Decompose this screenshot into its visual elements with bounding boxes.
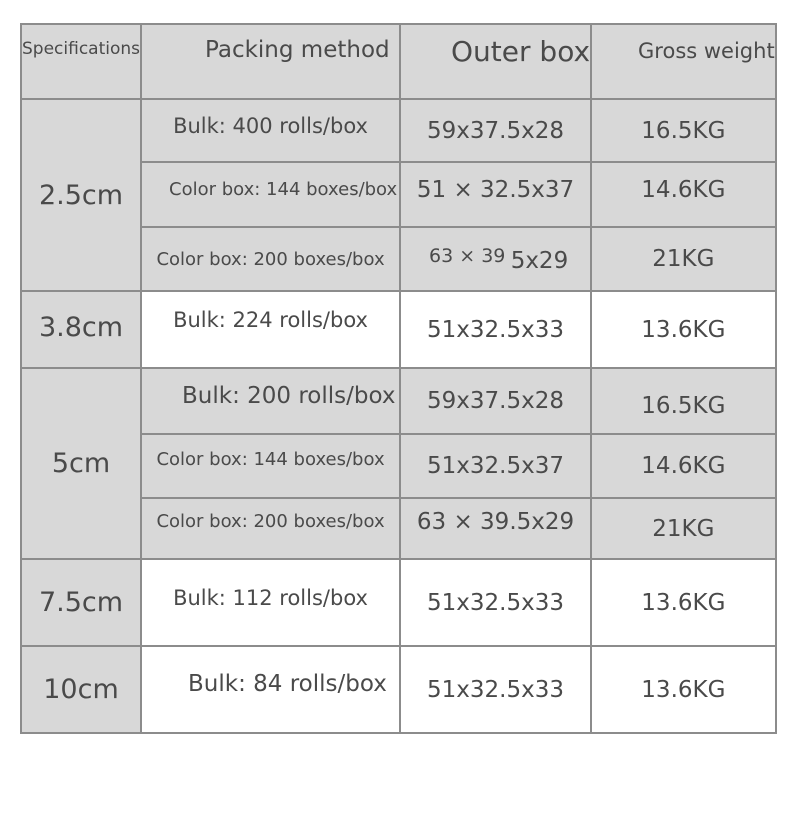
spec-cell-10cm: 10cm: [21, 646, 141, 733]
packing-cell: Bulk: 112 rolls/box: [141, 559, 400, 646]
gross-weight-cell: 16.5KG: [591, 368, 776, 434]
spec-cell-5cm: 5cm: [21, 368, 141, 559]
packing-cell: Bulk: 200 rolls/box: [141, 368, 400, 434]
outer-box-cell: 51x32.5x33: [400, 291, 591, 368]
gross-weight-cell: 13.6KG: [591, 559, 776, 646]
gross-weight-cell: 13.6KG: [591, 646, 776, 733]
spec-cell-2-5cm: 2.5cm: [21, 99, 141, 291]
packing-cell: Color box: 200 boxes/box: [141, 227, 400, 291]
header-row: [21, 24, 776, 99]
header-gross-weight: Gross weight: [591, 24, 776, 99]
spec-cell-3-8cm: 3.8cm: [21, 291, 141, 368]
outer-box-cell: 51 × 32.5x37: [400, 162, 591, 227]
gross-weight-cell: 21KG: [591, 498, 776, 559]
outer-box-part2: 5x29: [510, 247, 569, 274]
outer-box-part1: 63 × 39: [429, 244, 506, 267]
table-row: [21, 99, 776, 162]
gross-weight-cell: 13.6KG: [591, 291, 776, 368]
header-outer-box: Outer box: [400, 24, 591, 99]
outer-box-cell: 51x32.5x33: [400, 646, 591, 733]
gross-weight-cell: 14.6KG: [591, 162, 776, 227]
table-row: [21, 559, 776, 646]
header-packing-method: Packing method: [141, 24, 400, 99]
outer-box-cell: 51x32.5x37: [400, 434, 591, 498]
gross-weight-cell: 16.5KG: [591, 99, 776, 162]
spec-cell-7-5cm: 7.5cm: [21, 559, 141, 646]
packing-cell: Bulk: 84 rolls/box: [141, 646, 400, 733]
gross-weight-cell: 14.6KG: [591, 434, 776, 498]
table-row: [21, 368, 776, 434]
outer-box-cell: 51x32.5x33: [400, 559, 591, 646]
outer-box-cell: [400, 227, 591, 291]
outer-box-cell: 59x37.5x28: [400, 99, 591, 162]
packing-cell: Color box: 144 boxes/box: [141, 162, 400, 227]
outer-box-cell: 59x37.5x28: [400, 368, 591, 434]
header-specifications: Specifications: [21, 24, 141, 99]
packing-cell: Color box: 200 boxes/box: [141, 498, 400, 559]
packing-cell: Bulk: 400 rolls/box: [141, 99, 400, 162]
outer-box-cell: 63 × 39.5x29: [400, 498, 591, 559]
table-row: [21, 646, 776, 733]
gross-weight-cell: 21KG: [591, 227, 776, 291]
table-row: [21, 291, 776, 368]
packing-spec-table: [20, 23, 777, 734]
packing-cell: Bulk: 224 rolls/box: [141, 291, 400, 368]
packing-cell: Color box: 144 boxes/box: [141, 434, 400, 498]
